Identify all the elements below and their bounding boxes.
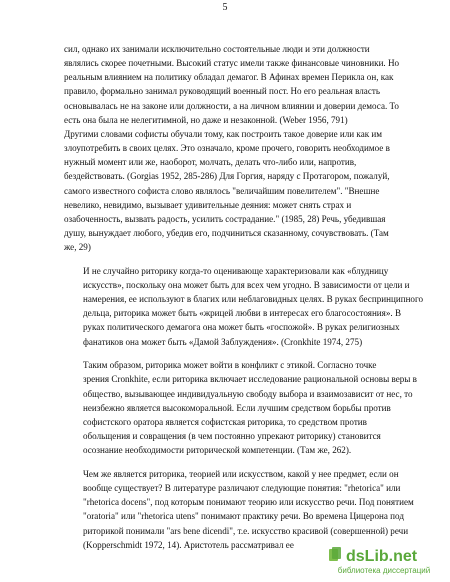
text-line: софистского оратора является софистская риторика, то средством против (83, 416, 367, 427)
text-line: нужный момент или же, наоборот, молчать, делать что-либо или, напротив, (64, 157, 357, 168)
text-line: искусств», поскольку она может быть для всех чем угодно. В зависимости от цели и (83, 280, 410, 290)
text-line: фанатиков она может быть «Дамой Заблуждения». (Cronkhite 1974, 275) (83, 336, 363, 347)
paragraph-1 (64, 42, 414, 254)
text-line: намерения, ее используют в благих или неблаговидных целях. В руках беспринципного (83, 294, 424, 305)
text-line: зрения Cronkhite, если риторика включает исследование рациональной основы веры в (83, 374, 417, 385)
paragraph-3 (64, 358, 417, 457)
text-line: (Kopperschmidt 1972, 14). Аристотель рассматривал ее (83, 539, 294, 550)
book-icon (329, 547, 341, 561)
text-line: "rhetorica docens", под которым понимают теорию или искусство речи. Под понятием (83, 497, 414, 508)
text-line: Таким образом, риторика может войти в конфликт с этикой. Согласно точке (83, 360, 377, 371)
text-line: "oratoria" или "rhetorica utens" понимают практику речи. Во времена Цицерона под (83, 511, 404, 522)
text-line: бездействовать. (Gorgias 1952, 285-286) Для Горгия, наряду с Протагором, пожалуй, (64, 171, 390, 182)
document-body (64, 42, 424, 552)
text-line: являлись скорее почетными. Высокий статус имели также финансовые чиновники. Но (64, 58, 400, 69)
text-line: самого известного софиста слово являлось "величайшим повелителем". "Внешне (64, 185, 380, 196)
logo-text: dsLib.net (346, 548, 418, 565)
dslib-logo (326, 544, 442, 566)
page-number: 5 (222, 2, 228, 13)
text-line: риторикой понимали "ars bene dicendi", т.е. искусство красивой (совершенной) речи (83, 525, 409, 536)
text-line: неизбежно является высокоморальной. Если лучшим средством борьбы против (83, 402, 391, 413)
text-line: основывалась не на законе или должности, а на личном влиянии и доверии демоса. То (64, 100, 399, 111)
watermark (326, 544, 442, 578)
text-line: обольщения и совращения (в чем постоянно упрекают риторику) становится (83, 431, 381, 442)
text-line: реальным влиянием на политику обладал демагог. В Афинах времен Перикла он, как (64, 72, 394, 83)
text-line: дельца, риторика может быть «жрицей любви в интересах его благосостояния». В (83, 308, 402, 319)
text-line: есть она была не нелегитимной, но даже и незаконной. (Weber 1956, 791) (64, 114, 348, 125)
text-line: же, 29) (64, 242, 91, 253)
paragraph-2 (64, 264, 424, 349)
text-line: И не случайно риторику когда-то оценивающе характеризовали как «блудницу (83, 265, 389, 276)
text-line: руках политического демагога она может быть «госпожой». В руках религиозных (83, 322, 400, 333)
text-line: правило, формально занимал руководящий военный пост. Но его реальная власть (64, 86, 380, 97)
text-line: озабоченность, вызвать радость, усилить сострадание." (1985, 28) Речь, убедившая (64, 213, 386, 224)
text-line: вообще существует? В литературе различают следующие понятия: "rhetorica" или (83, 483, 401, 494)
paragraph-4 (64, 467, 414, 552)
text-line: осознание необходимости риторической компетенции. (Там же, 262). (83, 445, 352, 456)
text-line: Чем же является риторика, теорией или искусством, какой у нее предмет, если он (83, 468, 399, 479)
text-line: душу, вынуждает любого, убедив его, подчиниться сказанному, сочувствовать. (Там (64, 228, 389, 239)
text-line: сил, однако их занимали исключительно состоятельные люди и эти должности (64, 44, 370, 54)
text-line: Другими словами софисты обучали тому, как построить такое доверие или как им (64, 128, 383, 139)
text-line: злоупотребить в своих целях. Это означало, кроме прочего, говорить необходимое в (64, 143, 390, 154)
watermark-subtitle: библиотека диссертаций (337, 566, 431, 575)
text-line: общество, вызывающее индивидуальную свободу выбора и взаимозависит от нес, то (83, 388, 413, 399)
text-line: невелико, невидимо, вызывает удивительные деяния: может снять страх и (64, 199, 352, 210)
